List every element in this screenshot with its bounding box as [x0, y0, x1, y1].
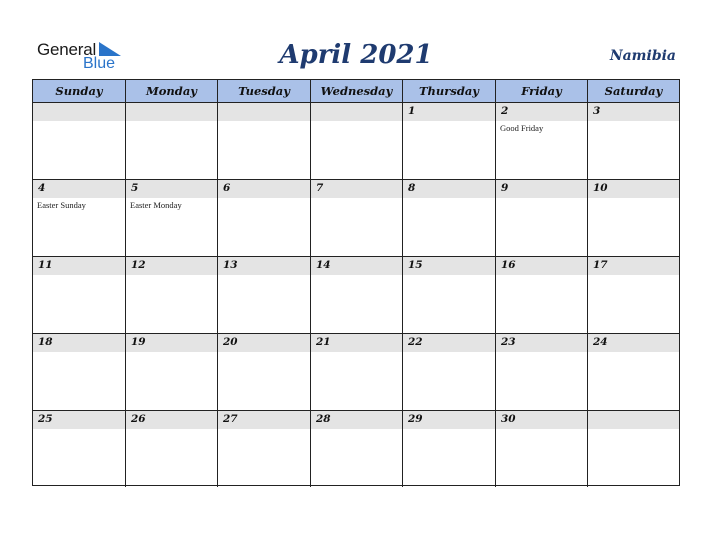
- day-cell: [311, 257, 403, 333]
- day-cell: [311, 180, 403, 256]
- weekday-header-sunday: Sunday: [33, 80, 126, 102]
- day-number: 30: [501, 413, 516, 425]
- day-number-band: [33, 334, 125, 352]
- day-cell: [588, 180, 679, 256]
- day-number-band: [218, 411, 310, 429]
- day-number-band: [588, 411, 679, 429]
- day-number-band: [403, 180, 495, 198]
- day-number-band: [311, 334, 402, 352]
- day-number-band: [588, 334, 679, 352]
- logo-word-blue: Blue: [83, 55, 116, 72]
- day-cell: [496, 180, 588, 256]
- day-number-band: [496, 334, 587, 352]
- weekday-header-friday: Friday: [496, 80, 588, 102]
- day-number: 4: [38, 182, 46, 194]
- day-cell: [126, 103, 218, 179]
- day-cell: [588, 103, 679, 179]
- day-cell: [311, 411, 403, 487]
- day-cell: [126, 411, 218, 487]
- day-number: 9: [501, 182, 509, 194]
- day-number: 29: [408, 413, 423, 425]
- weeks-container: [33, 103, 679, 487]
- day-cell: [496, 103, 588, 179]
- day-cell: [311, 103, 403, 179]
- day-number-band: [311, 257, 402, 275]
- day-number-band: [403, 334, 495, 352]
- calendar-title: April 2021: [279, 40, 433, 70]
- day-number: 27: [223, 413, 238, 425]
- day-number-band: [126, 257, 217, 275]
- day-number-band: [126, 103, 217, 121]
- day-cell: [496, 334, 588, 410]
- country-label: Namibia: [609, 48, 676, 64]
- day-number-band: [218, 180, 310, 198]
- day-number: 12: [131, 259, 146, 271]
- day-number: 8: [408, 182, 416, 194]
- day-number: 11: [38, 259, 53, 271]
- day-number: 15: [408, 259, 423, 271]
- day-cell: [126, 257, 218, 333]
- week-row: [33, 257, 679, 334]
- day-cell: [496, 411, 588, 487]
- day-number: 3: [593, 105, 601, 117]
- weekday-header-tuesday: Tuesday: [218, 80, 311, 102]
- day-number-band: [496, 411, 587, 429]
- day-number: 7: [316, 182, 324, 194]
- day-number: 16: [501, 259, 516, 271]
- day-number: 25: [38, 413, 53, 425]
- day-cell: [126, 180, 218, 256]
- day-number-band: [33, 257, 125, 275]
- day-cell: [218, 103, 311, 179]
- day-number: 6: [223, 182, 231, 194]
- day-number: 23: [501, 336, 516, 348]
- day-number-band: [311, 411, 402, 429]
- week-row: [33, 411, 679, 487]
- logo-word-general: General: [37, 40, 97, 59]
- day-cell: [403, 411, 496, 487]
- weekday-header-thursday: Thursday: [403, 80, 496, 102]
- day-number-band: [588, 257, 679, 275]
- weekday-header-monday: Monday: [126, 80, 218, 102]
- day-number-band: [33, 411, 125, 429]
- day-number-band: [588, 103, 679, 121]
- day-cell: [33, 334, 126, 410]
- day-number-band: [33, 103, 125, 121]
- day-cell: [496, 257, 588, 333]
- day-cell: [588, 411, 679, 487]
- week-row: [33, 180, 679, 257]
- day-number: 26: [131, 413, 146, 425]
- day-number-band: [126, 334, 217, 352]
- day-cell: [218, 411, 311, 487]
- holiday-label: Easter Sunday: [37, 200, 86, 210]
- day-cell: [588, 257, 679, 333]
- calendar-grid: [32, 79, 680, 486]
- holiday-label: Good Friday: [500, 123, 544, 133]
- day-number-band: [496, 257, 587, 275]
- day-number-band: [33, 180, 125, 198]
- day-cell: [403, 103, 496, 179]
- day-number: 2: [501, 105, 509, 117]
- day-cell: [218, 257, 311, 333]
- day-cell: [403, 257, 496, 333]
- day-number-band: [403, 103, 495, 121]
- day-cell: [126, 334, 218, 410]
- day-cell: [33, 411, 126, 487]
- day-number: 19: [131, 336, 146, 348]
- day-number: 17: [593, 259, 608, 271]
- day-number: 22: [408, 336, 423, 348]
- weekday-header-saturday: Saturday: [604, 84, 663, 98]
- day-cell: [33, 103, 126, 179]
- day-number-band: [588, 180, 679, 198]
- day-number-band: [311, 180, 402, 198]
- day-number: 5: [131, 182, 139, 194]
- weekday-header-row: [33, 80, 679, 103]
- day-number: 24: [593, 336, 608, 348]
- day-cell: [403, 334, 496, 410]
- weekday-header-wednesday: Wednesday: [311, 80, 403, 102]
- day-number-band: [218, 257, 310, 275]
- day-cell: [218, 180, 311, 256]
- day-number-band: [126, 180, 217, 198]
- day-number: 21: [316, 336, 331, 348]
- holiday-label: Easter Monday: [130, 200, 182, 210]
- day-cell: [218, 334, 311, 410]
- day-number-band: [403, 257, 495, 275]
- day-cell: [403, 180, 496, 256]
- day-number-band: [218, 334, 310, 352]
- day-cell: [33, 180, 126, 256]
- day-number: 10: [593, 182, 608, 194]
- day-number: 13: [223, 259, 238, 271]
- day-number-band: [496, 180, 587, 198]
- day-number-band: [218, 103, 310, 121]
- day-number-band: [311, 103, 402, 121]
- day-number-band: [403, 411, 495, 429]
- day-number-band: [496, 103, 587, 121]
- day-cell: [33, 257, 126, 333]
- day-cell: [588, 334, 679, 410]
- day-number: 14: [316, 259, 331, 271]
- day-cell: [311, 334, 403, 410]
- week-row: [33, 103, 679, 180]
- day-number: 20: [223, 336, 238, 348]
- day-number-band: [126, 411, 217, 429]
- day-number: 28: [316, 413, 331, 425]
- week-row: [33, 334, 679, 411]
- day-number: 1: [408, 105, 416, 117]
- day-number: 18: [38, 336, 53, 348]
